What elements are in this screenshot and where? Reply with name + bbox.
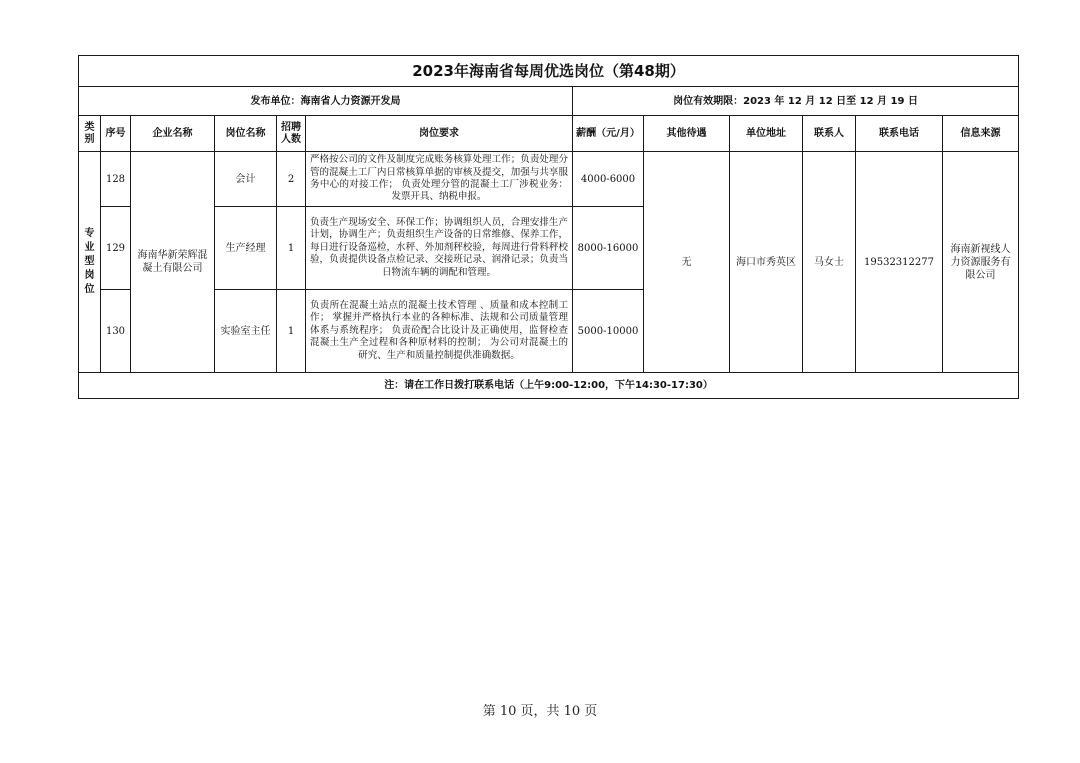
job-salary: 5000-10000 bbox=[573, 290, 644, 373]
header-category: 类别 bbox=[79, 116, 101, 152]
header-requirements: 岗位要求 bbox=[306, 116, 573, 152]
job-requirements: 负责生产现场安全、环保工作；协调组织人员，合理安排生产计划，协调生产；负责组织生产设备的日常维修、保养工作，每日进行设备巡检，水秤、外加剂秤校验，每周进行骨料秤校验，负责提供设备点检记录、交接班记录、润滑记录；负责当日物流车辆的调配和管理。 bbox=[306, 207, 573, 290]
job-salary: 8000-16000 bbox=[573, 207, 644, 290]
category-char: 业 bbox=[84, 242, 95, 253]
header-position: 岗位名称 bbox=[215, 116, 277, 152]
job-seq: 128 bbox=[101, 152, 131, 207]
benefits-cell: 无 bbox=[644, 152, 730, 373]
header-seq: 序号 bbox=[101, 116, 131, 152]
header-address: 单位地址 bbox=[730, 116, 803, 152]
category-cell bbox=[79, 152, 101, 373]
table-title: 2023年海南省每周优选岗位（第48期） bbox=[79, 56, 1019, 87]
header-phone: 联系电话 bbox=[856, 116, 943, 152]
page-number: 第 10 页，共 10 页 bbox=[482, 704, 598, 719]
job-seq: 129 bbox=[101, 207, 131, 290]
category-char: 专 bbox=[84, 228, 95, 239]
job-salary: 4000-6000 bbox=[573, 152, 644, 207]
phone-cell: 19532312277 bbox=[856, 152, 943, 373]
header-source: 信息来源 bbox=[943, 116, 1019, 152]
contact-cell: 马女士 bbox=[803, 152, 856, 373]
job-count: 1 bbox=[277, 290, 306, 373]
job-listing-table bbox=[78, 55, 1019, 399]
category-char: 位 bbox=[84, 284, 95, 295]
header-benefits: 其他待遇 bbox=[644, 116, 730, 152]
job-count: 2 bbox=[277, 152, 306, 207]
header-contact: 联系人 bbox=[803, 116, 856, 152]
header-salary: 薪酬（元/月） bbox=[573, 116, 644, 152]
contact-note: 注：请在工作日拨打联系电话（上午9:00-12:00，下午14:30-17:30） bbox=[79, 373, 1019, 399]
job-position: 实验室主任 bbox=[215, 290, 277, 373]
job-position: 生产经理 bbox=[215, 207, 277, 290]
category-char: 岗 bbox=[84, 270, 95, 281]
job-count: 1 bbox=[277, 207, 306, 290]
table-row bbox=[79, 152, 1019, 207]
source-cell: 海南新视线人力资源服务有限公司 bbox=[943, 152, 1019, 373]
header-company: 企业名称 bbox=[131, 116, 215, 152]
job-position: 会计 bbox=[215, 152, 277, 207]
job-requirements: 负责所在混凝土站点的混凝土技术管理 、质量和成本控制工作； 掌握并严格执行本业的各种标准、法规和公司质量管理体系与系统程序； 负责砼配合比设计及正确使用，监督检查混凝土生产全过程和各种原材料的控制； 为公司对混凝土的研究、生产和质量控制提供准确数据。 bbox=[306, 290, 573, 373]
category-char: 型 bbox=[84, 256, 95, 267]
address-cell: 海口市秀英区 bbox=[730, 152, 803, 373]
publisher-label: 发布单位：海南省人力资源开发局 bbox=[79, 87, 573, 116]
validity-period: 岗位有效期限：2023 年 12 月 12 日至 12 月 19 日 bbox=[573, 87, 1019, 116]
company-name: 海南华新荣辉混凝土有限公司 bbox=[131, 152, 215, 373]
header-count: 招聘人数 bbox=[277, 116, 306, 152]
job-seq: 130 bbox=[101, 290, 131, 373]
job-requirements: 严格按公司的文件及制度完成账务核算处理工作；负责处理分管的混凝土工厂内日常核算单据的审核及提交，加强与共享服务中心的对接工作； 负责处理分管的混凝土工厂涉税业务：发票开具、纳税申报。 bbox=[306, 152, 573, 207]
header-row bbox=[79, 116, 1019, 152]
